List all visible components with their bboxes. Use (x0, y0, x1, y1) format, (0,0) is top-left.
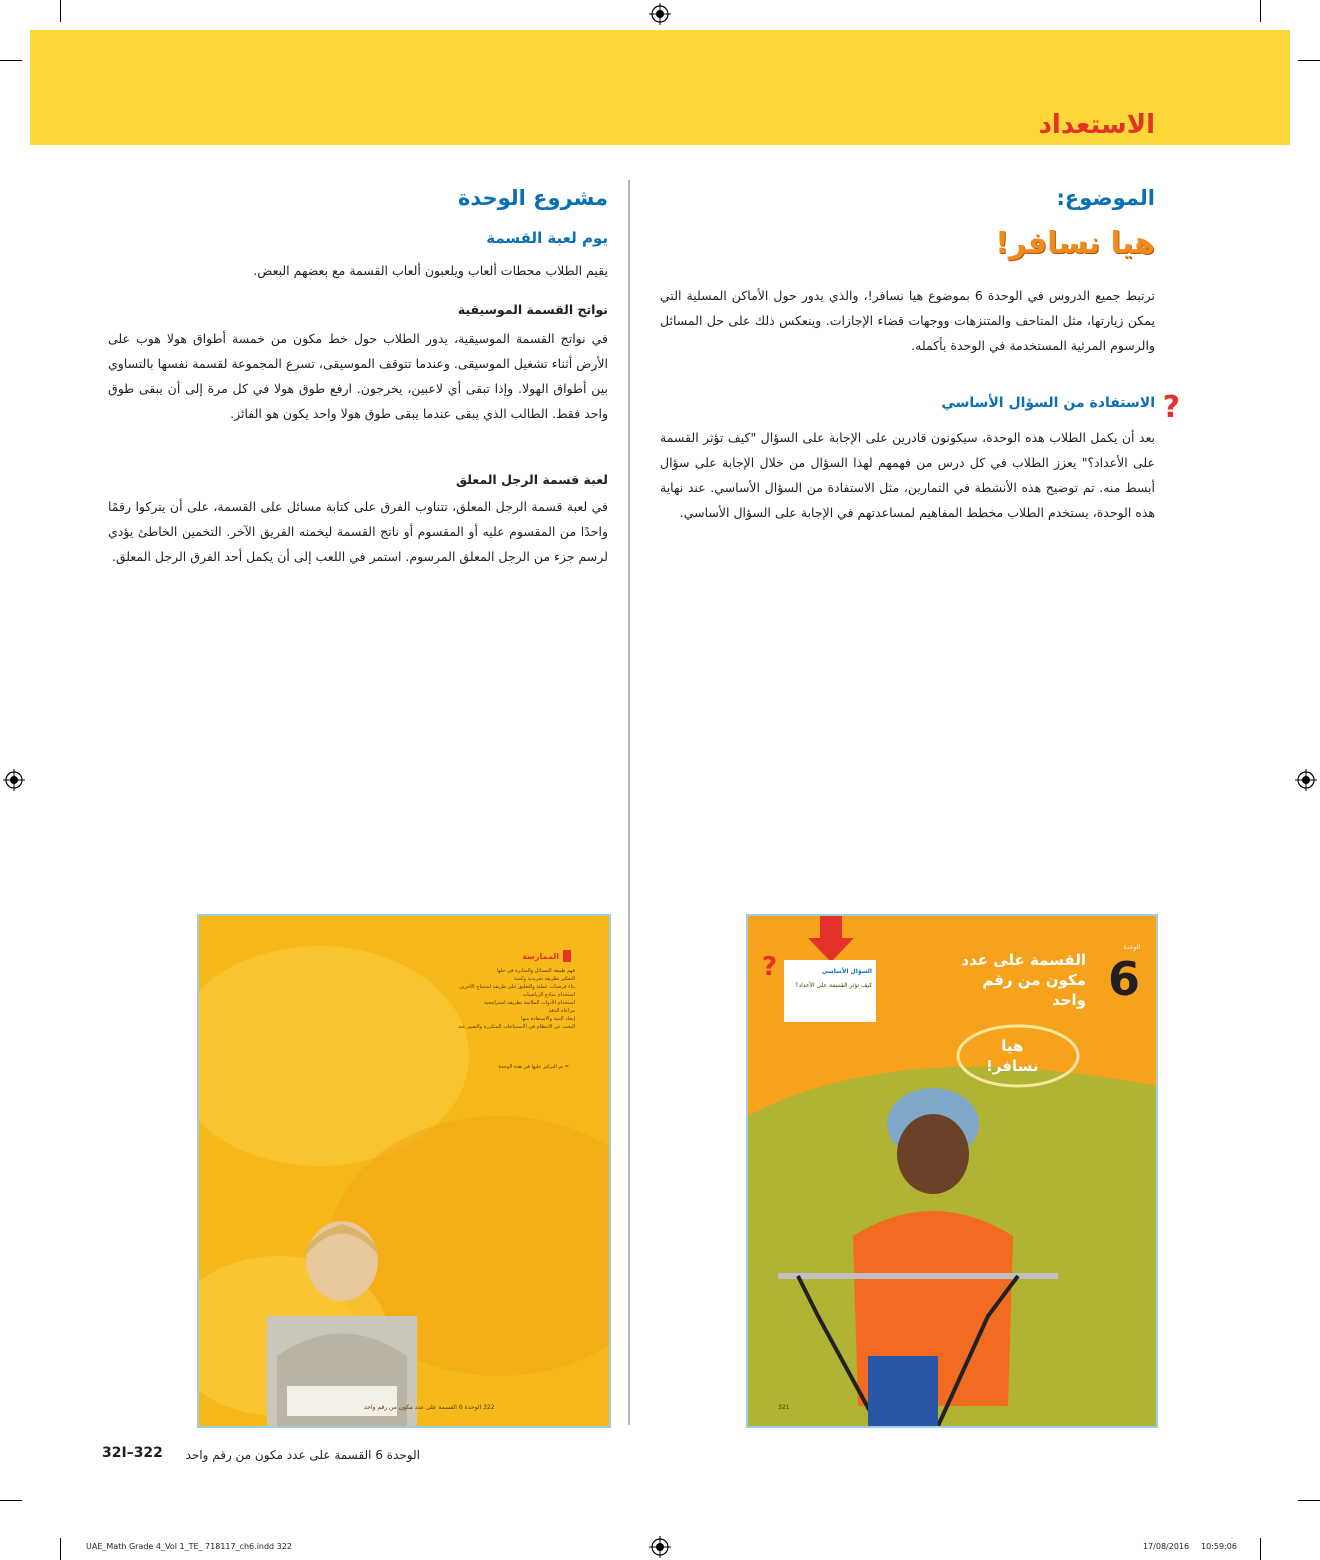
practice-item: استخدام نماذج الرياضيات (522, 992, 575, 998)
crop-mark (1298, 1500, 1320, 1501)
topic-label: الموضوع: (1056, 186, 1155, 210)
practice-item: مراعاة الدقة (548, 1008, 575, 1014)
practice-note: = تم التركيز عليها في هذه الوحدة (498, 1064, 569, 1070)
slug-time: 10:59:06 (1201, 1542, 1237, 1551)
project-title: مشروع الوحدة (457, 186, 608, 210)
slug-date: 17/08/2016 (1143, 1542, 1190, 1551)
essential-question-box (784, 960, 876, 1022)
unit-label: الوحدة (1123, 944, 1140, 951)
lets-travel-badge (986, 1036, 1039, 1076)
question-mark-icon: ? (762, 952, 778, 982)
crop-mark (0, 1500, 22, 1501)
registration-mark-icon (649, 3, 671, 25)
topic-intro: ترتبط جميع الدروس في الوحدة 6 بموضوع هيا نسافر!، والذي يدور حول الأماكن المسلية التي يمكن زيارتها، مثل المتاحف والمتنزهات ووجهات قضاء الإجازات. وينعكس ذلك على حل المسائل والرسوم المرئية المستخدمة في الوحدة بأكمله. (660, 288, 1156, 353)
slug-file-info: UAE_Math Grade 4_Vol 1_TE_ 718117_ch6.indd 322 (86, 1542, 292, 1551)
arrow-down-icon (563, 950, 571, 962)
essential-question-text: بعد أن يكمل الطلاب هذه الوحدة، سيكونون قادرين على الإجابة على السؤال "كيف تؤثر القسمة على الأعداد؟" يعزز الطلاب في كل درس من فهمهم لهذا السؤال من خلال الإجابة على سؤال أبسط منه. تم توضيح هذه الأنشطة في التمارين، مثل الاستفادة من السؤال الأساسي. عند نهاية هذه الوحدة، يستخدم الطلاب مخطط المفاهيم لمساعدتهم في الإجابة على السؤال الأساسي. (660, 430, 1155, 520)
thumbnail-page-322 (197, 914, 611, 1428)
registration-mark-icon (649, 1536, 671, 1558)
practice-list (405, 968, 575, 1032)
crop-mark (0, 60, 22, 61)
thumbnail-page-321 (746, 914, 1158, 1428)
question-mark-icon: ? (1162, 390, 1180, 425)
crop-mark (60, 0, 61, 22)
crop-mark (1260, 0, 1261, 22)
practice-item: البحث عن الانتظام في الاستنتاجات المتكررة والتعبير عنه (458, 1024, 575, 1030)
unit-title-line: القسمة على عدد (961, 951, 1086, 969)
boy-reading-photo (267, 1216, 417, 1426)
unit-title-line: مكون من رقم (982, 971, 1086, 989)
lets-travel-line: هيا (1001, 1037, 1024, 1055)
thumb-page-label: 322 الوحدة 6 القسمة على عدد مكون من رقم واحد (364, 1404, 495, 1411)
unit-number: 6 (1107, 952, 1140, 1006)
crop-mark (60, 1538, 61, 1560)
eq-box-question: كيف تؤثر القسمة على الأعداد؟ (795, 982, 872, 989)
practice-item: التفكير بطريقة تجريدية وكمية (514, 976, 575, 982)
unit-title-line: واحد (1052, 991, 1086, 1009)
project-subtitle: يوم لعبة القسمة (486, 229, 608, 247)
thumb-page-number: 321 (778, 1404, 790, 1411)
practice-item: بناء فرضيات عملية والتعليق على طريقة استنتاج الآخرين (459, 984, 575, 990)
footer-page-range: 32I–322 (102, 1445, 163, 1461)
musical-division-text: في نواتج القسمة الموسيقية، يدور الطلاب حول خط مكون من خمسة أطواق هولا هوب على الأرض أثناء تشغيل الموسيقى. وعندما تتوقف الموسيقى، تسرع المجموعة لقسمة نفسها بالتساوي بين أطواق الهولا. وإذا تبقى أي لاعبين، يخرجون. ارفع طوق هولا في كل مرة إلى أن يبقى طوق واحد فقط. الطالب الذي يبقى عندما يبقى طوق هولا واحد يكون هو الفائز. (108, 331, 608, 421)
lets-travel-line: نسافر! (986, 1057, 1039, 1075)
hangman-text: في لعبة قسمة الرجل المعلق، تتناوب الفرق على كتابة مسائل على القسمة، على أن يتركوا رقمًا واحدًا من المقسوم عليه أو المقسوم أو ناتج القسمة ليخمنه الفريق الآخر. التخمين الخاطئ يؤدي لرسم جزء من الرجل المعلق المرسوم. استمر في اللعب إلى أن يكمل أحد الفرق الرجل المعلق. (108, 499, 608, 564)
topic-title: هيا نسافر! (995, 226, 1155, 261)
arrow-down-icon (806, 916, 856, 964)
musical-division-heading: نواتج القسمة الموسيقية (457, 302, 608, 317)
unit-title (961, 950, 1086, 1010)
practice-item: استخدام الأدوات الملائمة بطريقة استراتيجية (484, 1000, 575, 1006)
practice-item: إيجاد البنية والاستفادة منها (521, 1016, 575, 1022)
boy-on-bicycle-photo (758, 1076, 1058, 1426)
crop-mark (1260, 1538, 1261, 1560)
eq-box-label: السؤال الأساسي (821, 968, 872, 975)
footer-unit-text: الوحدة 6 القسمة على عدد مكون من رقم واحد (185, 1448, 420, 1462)
hangman-heading: لعبة قسمة الرجل المعلق (455, 472, 608, 487)
registration-mark-icon (1295, 769, 1317, 791)
essential-question-heading: الاستفادة من السؤال الأساسي (941, 395, 1155, 411)
practice-item: فهم طبيعة المسائل والمثابرة في حلها (496, 968, 575, 974)
project-intro: يقيم الطلاب محطات ألعاب ويلعبون ألعاب القسمة مع بعضهم البعض. (253, 263, 608, 278)
registration-mark-icon (3, 769, 25, 791)
practice-title: الممارسة (522, 952, 559, 961)
crop-mark (1298, 60, 1320, 61)
column-divider (628, 180, 630, 1425)
section-title: الاستعداد (1038, 110, 1155, 140)
